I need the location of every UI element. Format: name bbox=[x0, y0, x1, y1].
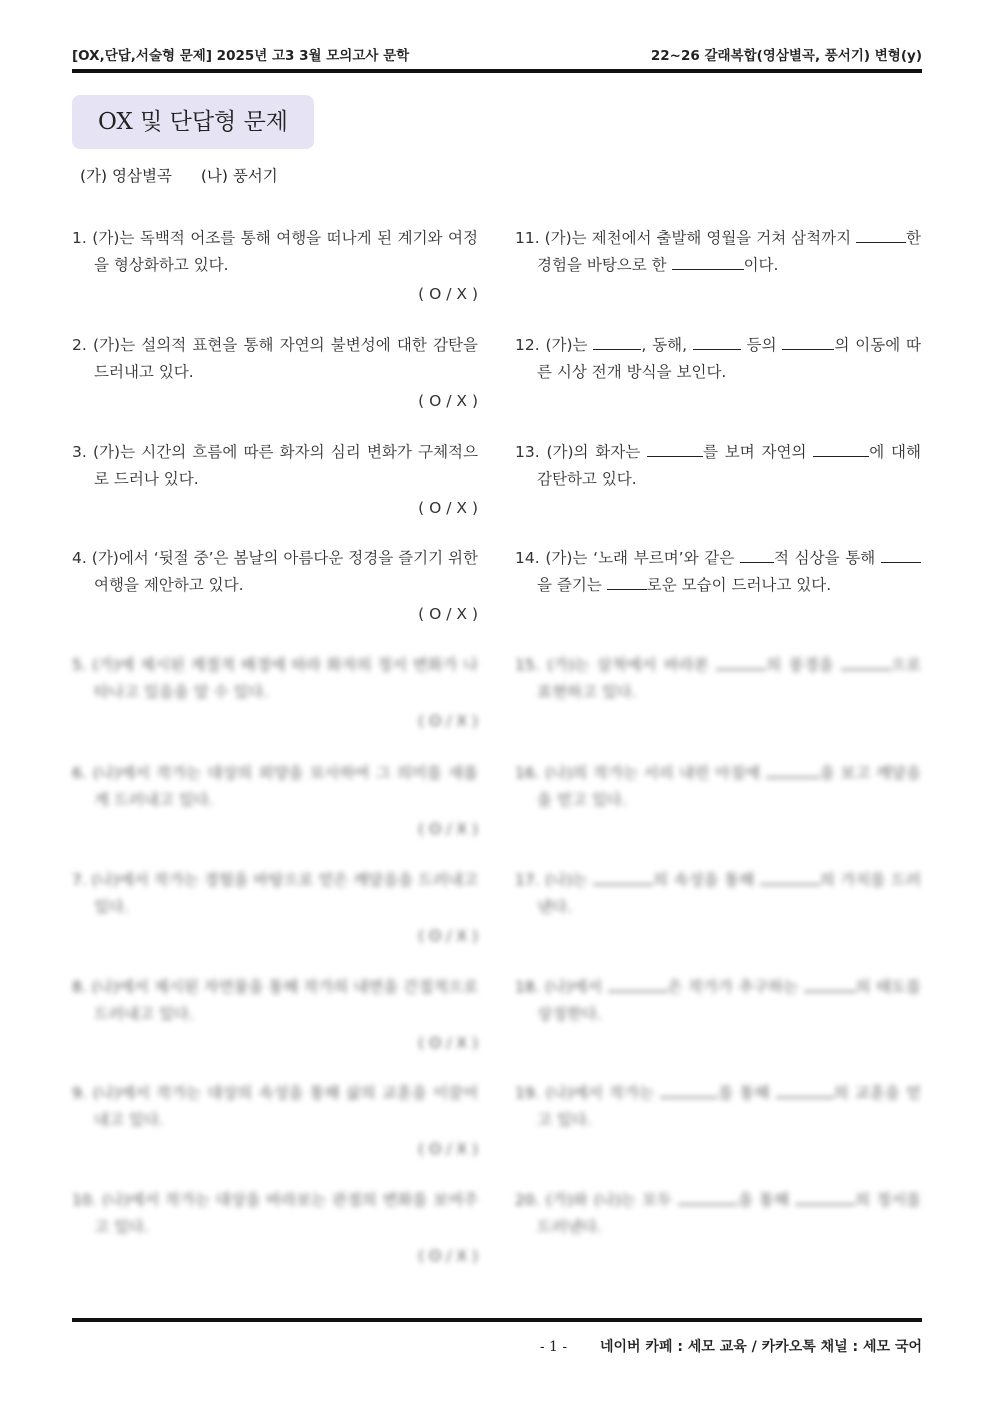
header-rule bbox=[72, 69, 922, 73]
short-answer-question-11: 11. (가)는 제천에서 출발해 영월을 거쳐 삼척까지 한 경험을 바탕으로 한 이다. bbox=[515, 229, 921, 274]
answer-blank[interactable] bbox=[693, 334, 741, 350]
ox-choice: ( O / X ) bbox=[418, 927, 478, 945]
answer-blank[interactable] bbox=[881, 547, 921, 563]
short-answer-question-16: 16. (나)의 작가는 서리 내린 아침에 을 보고 깨달음을 얻고 있다. bbox=[515, 764, 921, 809]
page-number: - 1 - bbox=[539, 1339, 568, 1355]
short-answer-question-15: 15. (가)는 삼척에서 바라본 의 풍경을 으로 표현하고 있다. bbox=[515, 656, 921, 701]
short-answer-question-19: 19. (나)에서 작가는 를 통해 의 교훈을 얻고 있다. bbox=[515, 1084, 921, 1129]
footer-rule bbox=[72, 1318, 922, 1322]
ox-question-10: 10. (나)에서 작가는 대상을 바라보는 관점의 변화를 보여주고 있다. ( O / X ) bbox=[72, 1187, 478, 1270]
answer-blank[interactable] bbox=[813, 441, 869, 457]
answer-blank[interactable] bbox=[647, 441, 703, 457]
ox-choice: ( O / X ) bbox=[418, 820, 478, 838]
answer-blank[interactable] bbox=[607, 574, 647, 590]
ox-question-9: 9. (나)에서 작가는 대상의 속성을 통해 삶의 교훈을 이끌어내고 있다. ( O / X ) bbox=[72, 1080, 478, 1163]
work-b-label: (나) 풍서기 bbox=[200, 167, 278, 185]
ox-choice: ( O / X ) bbox=[418, 499, 478, 517]
short-answer-question-14: 14. (가)는 ‘노래 부르며’와 같은 적 심상을 통해 을 즐기는 로운 모습이 드러나고 있다. bbox=[515, 545, 921, 599]
ox-choice: ( O / X ) bbox=[418, 1247, 478, 1265]
answer-blank[interactable] bbox=[740, 547, 774, 563]
ox-choice: ( O / X ) bbox=[418, 392, 478, 410]
ox-choice: ( O / X ) bbox=[418, 712, 478, 730]
answer-blank[interactable] bbox=[593, 334, 641, 350]
page-header bbox=[72, 44, 922, 66]
ox-question-4: 4. (가)에서 ‘뒷절 중’은 봄날의 아름다운 정경을 즐기기 위한 여행을 제안하고 있다. ( O / X ) bbox=[72, 545, 478, 628]
ox-question-3: 3. (가)는 시간의 흐름에 따른 화자의 심리 변화가 구체적으로 드러나 있다. ( O / X ) bbox=[72, 439, 478, 522]
ox-choice: ( O / X ) bbox=[418, 1034, 478, 1052]
work-a-label: (가) 영삼별곡 bbox=[80, 167, 172, 185]
ox-choice: ( O / X ) bbox=[418, 1140, 478, 1158]
short-answer-question-17: 17. (나)는 의 속성을 통해 의 가치를 드러낸다. bbox=[515, 871, 922, 916]
short-answer-question-20: 20. (가)와 (나)는 모두 을 통해 의 정서를 드러낸다. bbox=[515, 1191, 921, 1236]
section-title: OX 및 단답형 문제 bbox=[72, 95, 314, 149]
ox-question-7: 7. (나)에서 작가는 경험을 바탕으로 얻은 깨달음을 드러내고 있다. ( O / X ) bbox=[72, 867, 478, 950]
header-right-title: 22~26 갈래복합(영삼별곡, 풍서기) 변형(y) bbox=[650, 48, 922, 64]
short-answer-question-18: 18. (나)에서 은 작가가 추구하는 의 태도를 상징한다. bbox=[515, 978, 921, 1023]
ox-question-2: 2. (가)는 설의적 표현을 통해 자연의 불변성에 대한 감탄을 드러내고 있다. ( O / X ) bbox=[72, 332, 478, 415]
short-answer-question-13: 13. (가)의 화자는 를 보며 자연의 에 대해 감탄하고 있다. bbox=[515, 443, 921, 488]
ox-question-1: 1. (가)는 독백적 어조를 통해 여행을 떠나게 된 계기와 여정을 형상화하고 있다. ( O / X ) bbox=[72, 225, 478, 308]
short-answer-question-12: 12. (가)는 , 동해, 등의 의 이동에 따른 시상 전개 방식을 보인다. bbox=[515, 336, 921, 381]
ox-choice: ( O / X ) bbox=[418, 605, 478, 623]
answer-blank[interactable] bbox=[672, 254, 744, 270]
header-left-title: [OX,단답,서술형 문제] 2025년 고3 3월 모의고사 문학 bbox=[72, 48, 410, 64]
ox-question-5: 5. (가)에 제시된 계절적 배경에 따라 화자의 정서 변화가 나타나고 있음을 알 수 있다. ( O / X ) bbox=[72, 652, 478, 735]
answer-blank[interactable] bbox=[856, 227, 906, 243]
page-footer bbox=[72, 1336, 922, 1358]
work-list bbox=[80, 164, 302, 186]
footer-contact: 네이버 카페 : 세모 교육 / 카카오톡 채널 : 세모 국어 bbox=[599, 1339, 922, 1355]
ox-choice: ( O / X ) bbox=[418, 285, 478, 303]
ox-question-6: 6. (나)에서 작가는 대상의 외양을 묘사하여 그 의미를 새롭게 드러내고 있다. ( O / X ) bbox=[72, 760, 478, 843]
ox-question-8: 8. (나)에서 제시된 자연물을 통해 작가의 내면을 간접적으로 드러내고 있다. ( O / X ) bbox=[72, 974, 478, 1057]
answer-blank[interactable] bbox=[782, 334, 834, 350]
